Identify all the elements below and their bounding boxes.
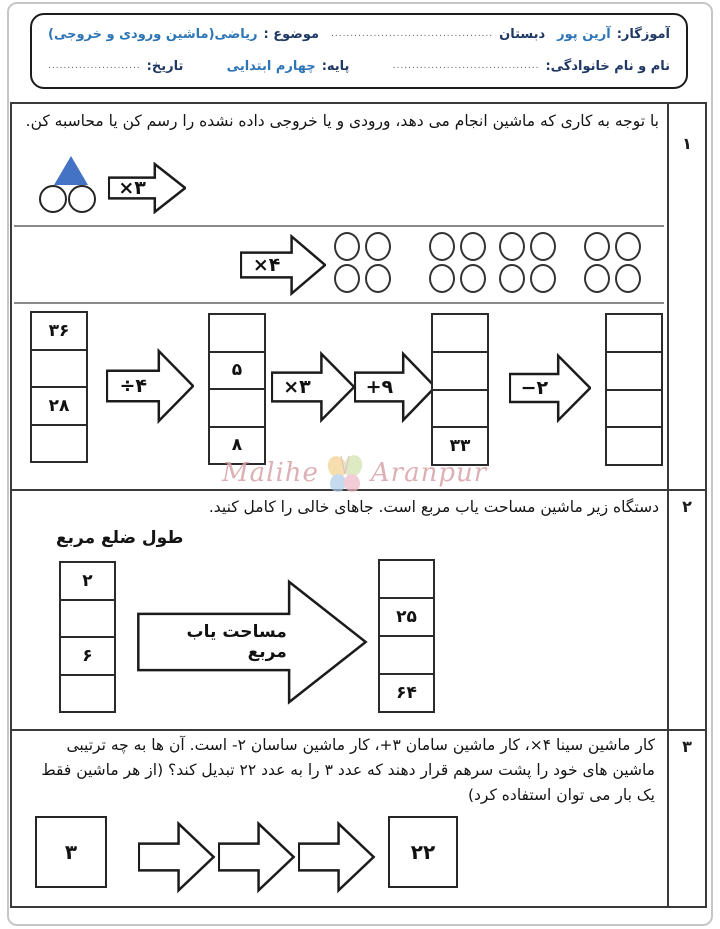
fullname-label: نام و نام خانوادگی: [545, 59, 670, 74]
fullname-field [393, 59, 670, 74]
value-cell [210, 388, 264, 426]
questions-table [10, 102, 707, 908]
value-cell: ۶ [61, 636, 114, 674]
watermark-word-1: Malihe [222, 458, 319, 488]
question-1-instruction: با توجه به کاری که ماشین انجام می دهد، ورودی و یا خروجی داده نشده را رسم کن یا محاسبه کن. [25, 112, 659, 130]
minus-2-operation: −۲ [520, 377, 549, 399]
circle-shape [429, 264, 455, 293]
date-blank: ........................ [48, 61, 141, 71]
date-field [48, 59, 183, 74]
section-divider-1 [12, 489, 705, 491]
circle-shape [429, 232, 455, 261]
q2-output-column [378, 559, 435, 713]
circle-shape [530, 264, 556, 293]
subject-field [48, 27, 319, 42]
q3-start-box: ۳ [35, 816, 107, 888]
value-cell [433, 315, 487, 351]
grade-value: چهارم ابتدایی [226, 59, 316, 74]
circle-shape [615, 232, 641, 261]
value-cell: ۵ [210, 351, 264, 389]
circle-shape [584, 264, 610, 293]
fullname-blank: ...................................... [392, 61, 540, 71]
value-column-4 [605, 313, 663, 466]
grade-label: پایه: [321, 59, 350, 74]
value-cell [380, 561, 433, 597]
value-cell [607, 315, 661, 351]
value-cell [433, 351, 487, 389]
value-column-2 [208, 313, 266, 465]
minus-2-machine-arrow [509, 353, 591, 423]
arrow-right-icon [298, 820, 376, 894]
arrow-right-icon [138, 820, 216, 894]
circle-shape [460, 232, 486, 261]
circle-shape [460, 264, 486, 293]
times-3-machine-arrow [271, 351, 355, 423]
machine-b-arrow [240, 234, 326, 296]
q3-blank-machine-arrow-3 [298, 820, 376, 894]
divide-4-machine-arrow [106, 348, 194, 424]
question-3-number: ۳ [682, 737, 692, 756]
value-cell: ۳۳ [433, 426, 487, 464]
value-cell: ۲۵ [380, 597, 433, 635]
value-cell: ۳۶ [48, 320, 70, 341]
square-side-length-label: طول ضلع مربع [56, 528, 184, 548]
circle-shape [365, 264, 391, 293]
times-3-operation: ×۳ [283, 376, 311, 398]
circle-shape [499, 264, 525, 293]
value-column-3 [431, 313, 489, 466]
circle-group [584, 232, 643, 295]
subject-value: ریاضی(ماشین ورودی و خروجی) [48, 27, 258, 42]
teacher-label: آموزگار: [616, 27, 670, 42]
circle-shape [365, 232, 391, 261]
subject-label: موضوع : [263, 27, 320, 42]
question-3-text: کار ماشین سینا ۴×، کار ماشین سامان ۳+، کار ماشین ساسان ۲- است. آن ها به چه ترتیبی ماشین های خود را پشت سرهم قرار دهند که عدد ۳ را به عدد ۲۲ تبدیل کند؟ (از هر ماشین فقط یک بار می توان استفاده کرد) [41, 736, 655, 804]
exercise-divider-2 [14, 302, 664, 304]
circle-shape [334, 232, 360, 261]
teacher-name: آرین پور [557, 27, 611, 42]
question-number-column [667, 104, 705, 906]
header-row-2 [32, 59, 686, 74]
machine-a-arrow [108, 162, 186, 214]
q3-blank-machine-arrow-1 [138, 820, 216, 894]
circle-shape [39, 185, 67, 213]
value-cell: ۲ [82, 570, 93, 591]
triangle-shape [54, 156, 88, 185]
school-blank: .......................................... [330, 29, 494, 39]
value-cell: ۲۸ [32, 386, 86, 424]
circle-shape [530, 232, 556, 261]
value-cell [433, 389, 487, 427]
grade-field [227, 59, 350, 74]
value-cell [380, 635, 433, 673]
value-cell [607, 426, 661, 464]
value-column-1 [30, 311, 88, 463]
school-label: دبستان [499, 27, 546, 42]
circle-shape [334, 264, 360, 293]
area-finder-label: مساحت یاب مربع [186, 622, 287, 662]
date-label: تاریخ: [146, 59, 184, 74]
circle-group [429, 232, 488, 295]
value-cell [61, 674, 114, 712]
question-2-instruction: دستگاه زیر ماشین مساحت یاب مربع است. جاهای خالی را کامل کنید. [208, 498, 659, 516]
value-cell [61, 599, 114, 637]
value-cell [210, 315, 264, 351]
q2-input-column [59, 561, 116, 713]
circle-shape [615, 264, 641, 293]
plus-9-operation: +۹ [365, 376, 394, 398]
exercise-divider-1 [14, 225, 664, 227]
value-cell [32, 349, 86, 387]
value-cell [32, 424, 86, 462]
header-row-1 [32, 27, 686, 42]
plus-9-machine-arrow [354, 351, 436, 423]
question-1-number: ۱ [682, 134, 692, 153]
circle-shape [584, 232, 610, 261]
value-cell [607, 351, 661, 389]
machine-b-operation: ×۴ [252, 254, 281, 276]
circle-shape [68, 185, 96, 213]
header-box [30, 13, 688, 89]
circle-group [499, 232, 558, 295]
question-2-number: ۲ [682, 497, 692, 516]
value-cell [607, 389, 661, 427]
value-cell: ۸ [210, 426, 264, 464]
teacher-field [557, 27, 670, 42]
value-cell: ۶۴ [380, 673, 433, 711]
school-field [331, 27, 545, 42]
circle-group [334, 232, 393, 295]
circle-shape [499, 232, 525, 261]
arrow-right-icon [218, 820, 296, 894]
q3-end-box: ۲۲ [388, 816, 458, 888]
q3-blank-machine-arrow-2 [218, 820, 296, 894]
watermark-word-2: Aranpur [370, 458, 488, 488]
machine-a-operation: ×۳ [118, 177, 146, 199]
area-finder-machine-arrow [136, 578, 368, 706]
section-divider-2 [12, 729, 705, 731]
divide-4-operation: ÷۴ [119, 375, 148, 397]
